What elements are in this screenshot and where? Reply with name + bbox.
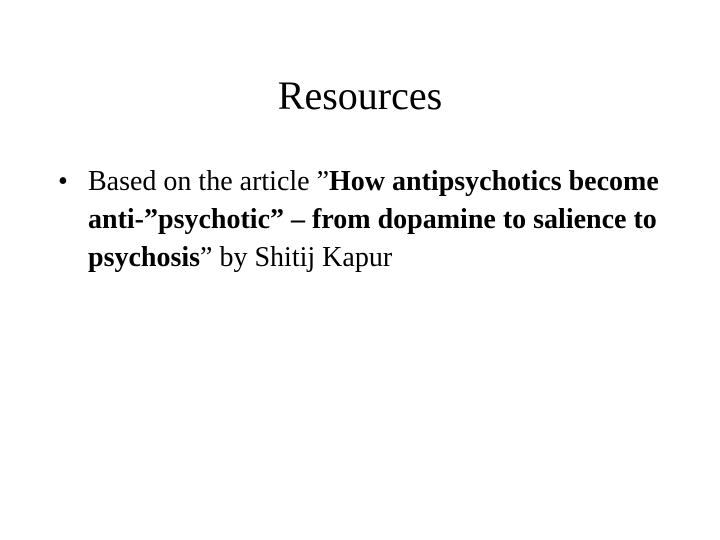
slide-title: Resources [277,73,443,118]
bullet-list [58,163,668,277]
article-title: How antipsychotics become anti-”psychotic” – from dopamine to salience to psychosis [88,166,659,273]
bullet-text-suffix: ” by Shitij Kapur [200,242,393,273]
bullet-text-prefix: Based on the article ” [88,166,330,197]
bullet-marker: • [58,166,68,197]
bullet-item [58,163,668,277]
